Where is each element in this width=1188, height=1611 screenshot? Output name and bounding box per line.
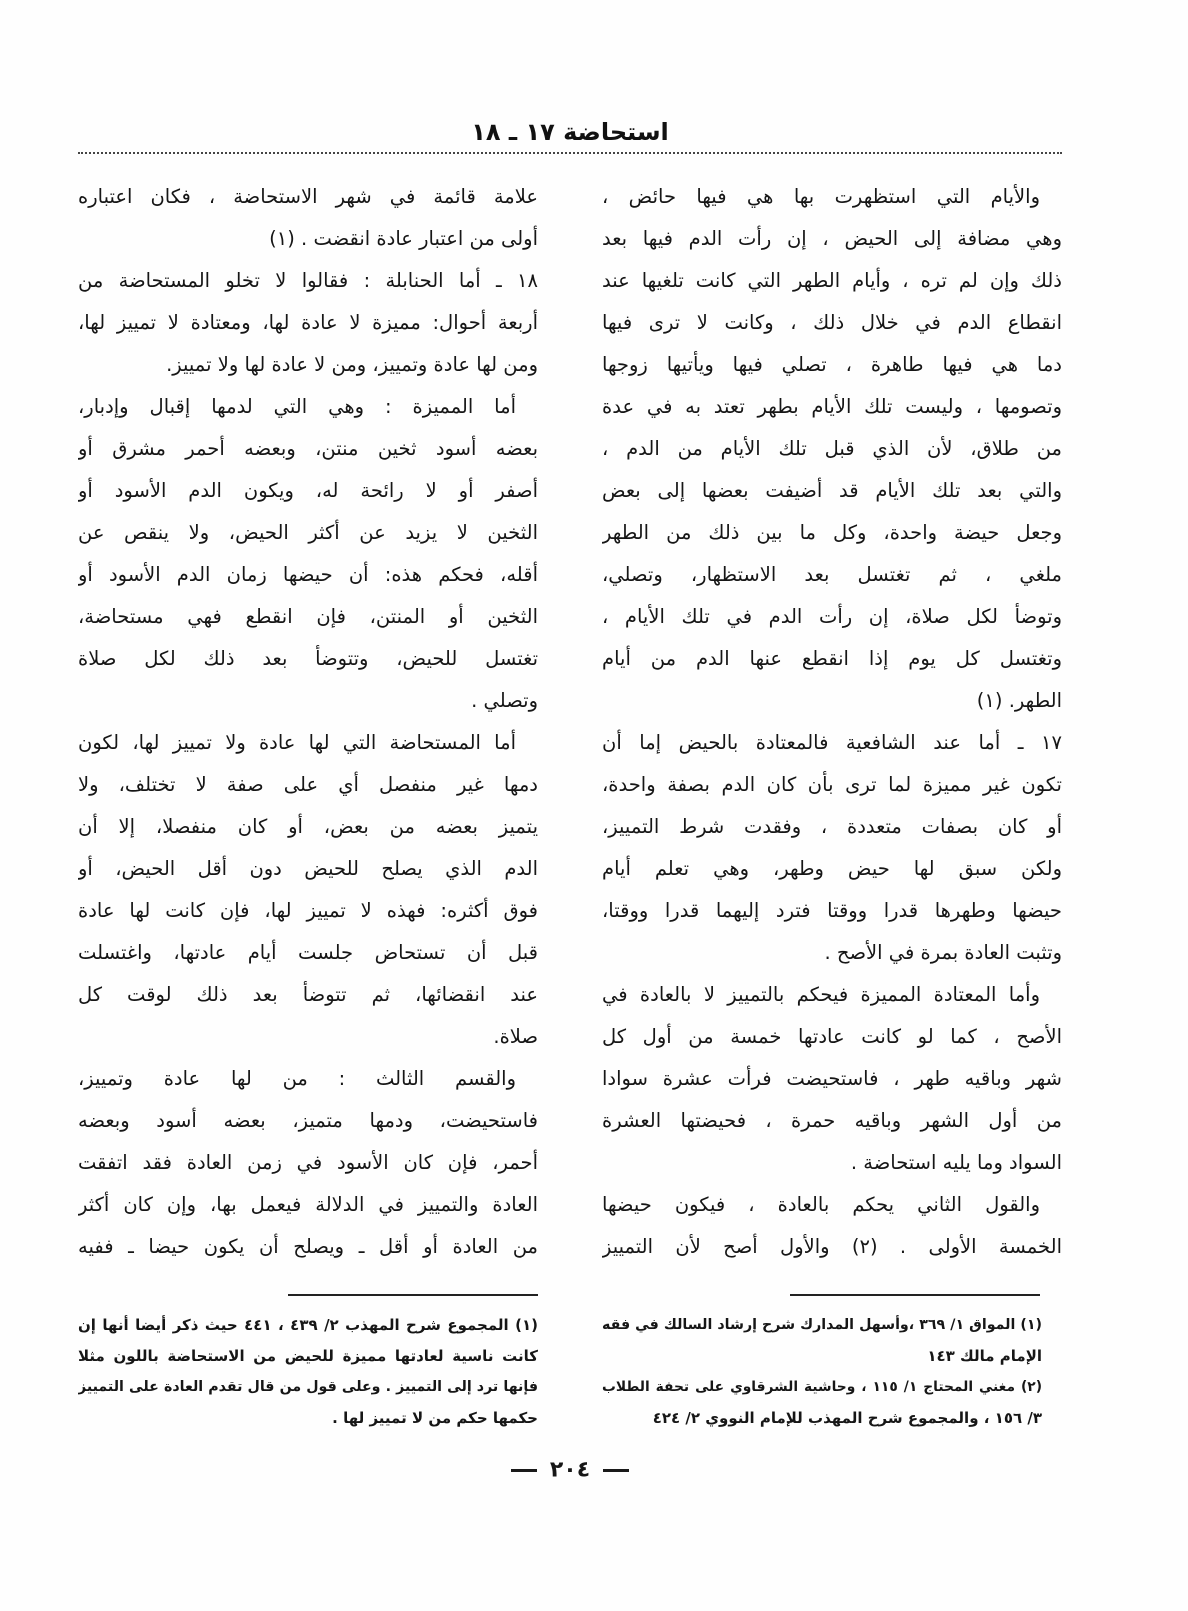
text-line [78, 470, 538, 512]
text-column-right [602, 176, 1062, 1436]
text-line [78, 638, 538, 680]
paragraph [78, 176, 538, 260]
text-line-content: حيضها وطهرها قدرا ووقتا فترد إليهما قدرا ووقتا، [602, 899, 1062, 922]
paragraph [78, 1058, 538, 1268]
text-line [602, 1226, 1062, 1268]
text-line-content: ١٨ ـ أما الحنابلة : فقالوا لا تخلو المستحاضة من [78, 269, 538, 292]
footnote-line-content: ٣/ ١٥٦ ، والمجموع شرح المهذب للإمام النووي ٢/ ٤٢٤ [652, 1409, 1042, 1427]
text-line-content: والأيام التي استظهرت بها هي فيها حائض ، [602, 185, 1040, 208]
footnotes [78, 1310, 538, 1434]
text-line-content: تغتسل للحيض، وتتوضأ بعد ذلك لكل صلاة [78, 647, 538, 670]
footnote-line-content: كانت ناسية لعادتها مميزة للحيض من الاستحاضة باللون مثلا [78, 1347, 538, 1365]
text-line [78, 1142, 538, 1184]
footnote-line-content: الإمام مالك ١٤٣ [927, 1347, 1042, 1365]
text-line-content: أما المستحاضة التي لها عادة ولا تمييز لها، لكون [78, 731, 516, 754]
column-body [602, 176, 1062, 1268]
text-line [602, 638, 1062, 680]
text-line [602, 1184, 1062, 1226]
text-line [602, 470, 1062, 512]
running-head-title: استحاضة ١٧ ـ ١٨ [471, 118, 669, 146]
text-line-content: صلاة. [493, 1025, 538, 1048]
text-line-content: ملغي ، ثم تغتسل بعد الاستظهار، وتصلي، [602, 563, 1062, 586]
text-line-content: من العادة أو أقل ـ ويصلح أن يكون حيضا ـ ففيه [78, 1235, 538, 1258]
footnote-line-content: فإنها ترد إلى التمييز . وعلى قول من قال تقدم العادة على التمييز [78, 1379, 538, 1395]
text-line [78, 1100, 538, 1142]
paragraph [602, 176, 1062, 722]
column-body [78, 176, 538, 1268]
text-line [78, 680, 538, 722]
text-line-content: أولى من اعتبار عادة انقضت . (١) [269, 227, 538, 250]
text-line-content: يتميز بعضه من بعض، أو كان منفصلا، إلا أن [78, 815, 538, 838]
text-line [78, 554, 538, 596]
text-line [602, 260, 1062, 302]
text-line-content: فوق أكثره: فهذه لا تمييز لها، فإن كانت لها عادة [78, 899, 538, 922]
text-line [602, 1142, 1062, 1184]
text-line [78, 764, 538, 806]
numbered-paragraph [602, 722, 1062, 974]
text-line [78, 1058, 538, 1100]
text-line-content: ومن لها عادة وتمييز، ومن لا عادة لها ولا تمييز. [166, 353, 538, 376]
text-line [78, 512, 538, 554]
text-line [602, 722, 1062, 764]
text-line-content: الثخين لا يزيد عن أكثر الحيض، ولا ينقص عن [78, 521, 538, 544]
text-line-content: ذلك وإن لم تره ، وأيام الطهر التي كانت تلغيها عند [602, 269, 1062, 292]
text-line-content: دمها غير منفصل أي على صفة لا تختلف، ولا [78, 773, 538, 796]
text-line [602, 344, 1062, 386]
text-line [602, 512, 1062, 554]
footnote-line [78, 1341, 538, 1372]
text-line-content: عند انقضائها، ثم تتوضأ بعد ذلك لوقت كل [78, 983, 538, 1006]
text-line-content: وتوضأ لكل صلاة، إن رأت الدم في تلك الأيام ، [602, 605, 1062, 628]
text-line-content: العادة والتمييز في الدلالة فيعمل بها، وإن كان أكثر [78, 1193, 538, 1216]
footnote-line [602, 1403, 1042, 1434]
text-line-content: وجعل حيضة واحدة، وكل ما بين ذلك من الطهر [602, 521, 1062, 544]
footnote [602, 1310, 1042, 1372]
footnote-line-content: (٢) مغني المحتاج ١/ ١١٥ ، وحاشية الشرقاوي على تحفة الطلاب [602, 1379, 1042, 1395]
text-line [78, 848, 538, 890]
page-number-dash [603, 1469, 629, 1472]
text-line [78, 176, 538, 218]
footnotes [602, 1310, 1062, 1434]
footnote-line [78, 1403, 538, 1434]
text-line-content: وهي مضافة إلى الحيض ، إن رأت الدم فيها بعد [602, 227, 1062, 250]
text-line-content: الثخين أو المنتن، فإن انقطع فهي مستحاضة، [78, 605, 538, 628]
text-line [78, 932, 538, 974]
footnote-line-content: حكمها حكم من لا تمييز لها . [332, 1409, 538, 1427]
text-line-content: من أول الشهر وباقيه حمرة ، فحيضتها العشرة [602, 1109, 1062, 1132]
paragraph [602, 974, 1062, 1184]
text-line [602, 848, 1062, 890]
numbered-paragraph [78, 260, 538, 386]
footnote-line [78, 1310, 538, 1341]
text-line [78, 218, 538, 260]
text-line [602, 302, 1062, 344]
text-line [602, 1016, 1062, 1058]
footnote-line [602, 1310, 1042, 1341]
text-line [602, 386, 1062, 428]
footnote [602, 1372, 1042, 1434]
text-line-content: شهر وباقيه طهر ، فاستحيضت فرأت عشرة سوادا [602, 1067, 1062, 1090]
page-number-dash [511, 1469, 537, 1472]
text-line-content: أربعة أحوال: مميزة لا عادة لها، ومعتادة لا تمييز لها، [78, 311, 538, 334]
footnote-line [602, 1341, 1042, 1372]
text-line-content: وأما المعتادة المميزة فيحكم بالتمييز لا بالعادة في [602, 983, 1040, 1006]
text-line-content: وتصومها ، وليست تلك الأيام بطهر تعتد به في عدة [602, 395, 1062, 418]
text-line-content: وتثبت العادة بمرة في الأصح . [824, 941, 1062, 964]
text-line-content: تكون غير مميزة لما ترى بأن كان الدم بصفة واحدة، [602, 773, 1062, 796]
paragraph [78, 386, 538, 722]
text-line [78, 1226, 538, 1268]
footnote-line [78, 1372, 538, 1403]
page-number-value: ٢٠٤ [549, 1457, 591, 1483]
footnote-line-content: (١) المجموع شرح المهذب ٢/ ٤٣٩ ، ٤٤١ حيث ذكر أيضا أنها إن [78, 1316, 538, 1334]
text-line [602, 890, 1062, 932]
text-line-content: أما المميزة : وهي التي لدمها إقبال وإدبار، [78, 395, 516, 418]
text-line-content: الطهر. (١) [976, 689, 1062, 712]
text-line [602, 176, 1062, 218]
text-line [602, 428, 1062, 470]
text-line [602, 806, 1062, 848]
text-line [602, 1100, 1062, 1142]
text-line-content: انقطاع الدم في خلال ذلك ، وكانت لا ترى فيها [602, 311, 1062, 334]
text-line-content: وتصلي . [471, 689, 538, 712]
text-line-content: من طلاق، لأن الذي قبل تلك الأيام من الدم ، [602, 437, 1062, 460]
text-line [602, 764, 1062, 806]
text-line [602, 596, 1062, 638]
text-line [78, 1016, 538, 1058]
paragraph [78, 722, 538, 1058]
text-line-content: علامة قائمة في شهر الاستحاضة ، فكان اعتباره [78, 185, 538, 208]
text-line-content: الخمسة الأولى . (٢) والأول أصح لأن التمييز [602, 1235, 1062, 1258]
text-line-content: أصفر أو لا رائحة له، ويكون الدم الأسود أو [78, 479, 538, 502]
text-line-content: والقول الثاني يحكم بالعادة ، فيكون حيضها [602, 1193, 1040, 1216]
text-line-content: وتغتسل كل يوم إذا انقطع عنها الدم من أيام [602, 647, 1062, 670]
text-line [78, 302, 538, 344]
text-column-left [78, 176, 538, 1436]
text-line [78, 722, 538, 764]
text-line [78, 344, 538, 386]
text-line [78, 428, 538, 470]
text-line-content: دما هي فيها طاهرة ، تصلي فيها ويأتيها زوجها [602, 353, 1062, 376]
text-line-content: والقسم الثالث : من لها عادة وتمييز، [78, 1067, 516, 1090]
text-line [78, 974, 538, 1016]
footnote-line [602, 1372, 1042, 1403]
text-line [602, 554, 1062, 596]
text-line-content: بعضه أسود ثخين منتن، وبعضه أحمر مشرق أو [78, 437, 538, 460]
text-line [78, 1184, 538, 1226]
text-line-content: الدم الذي يصلح للحيض دون أقل الحيض، أو [78, 857, 538, 880]
text-line [602, 932, 1062, 974]
text-line-content: فاستحيضت، ودمها متميز، بعضه أسود وبعضه [78, 1109, 538, 1132]
footnote [78, 1310, 538, 1434]
text-line-content: أو كان بصفات متعددة ، وفقدت شرط التمييز، [602, 815, 1062, 838]
text-line-content: أقله، فحكم هذه: أن حيضها زمان الدم الأسود أو [78, 563, 538, 586]
text-line-content: والتي بعد تلك الأيام قد أضيفت بعضها إلى بعض [602, 479, 1062, 502]
text-line [602, 1058, 1062, 1100]
text-line-content: ولكن سبق لها حيض وطهر، وهي تعلم أيام [602, 857, 1062, 880]
text-line [78, 806, 538, 848]
text-line-content: قبل أن تستحاض جلست أيام عادتها، واغتسلت [78, 941, 538, 964]
text-line-content: الأصح ، كما لو كانت عادتها خمسة من أول كل [602, 1025, 1062, 1048]
text-line [78, 890, 538, 932]
footnote-line-content: (١) المواق ١/ ٣٦٩ ،وأسهل المدارك شرح إرشاد السالك في فقه [602, 1317, 1042, 1333]
page-number [78, 1452, 1062, 1488]
text-line-content: أحمر، فإن كان الأسود في زمن العادة فقد اتفقت [78, 1151, 538, 1174]
text-line [78, 386, 538, 428]
text-line [78, 260, 538, 302]
running-head [78, 112, 1062, 154]
text-line [602, 680, 1062, 722]
footnote-separator [288, 1294, 538, 1296]
text-line [602, 974, 1062, 1016]
text-line [78, 596, 538, 638]
footnote-separator [790, 1294, 1040, 1296]
text-line-content: السواد وما يليه استحاضة . [850, 1151, 1062, 1174]
columns [78, 176, 1062, 1436]
text-line [602, 218, 1062, 260]
text-line-content: ١٧ ـ أما عند الشافعية فالمعتادة بالحيض إما أن [602, 731, 1062, 754]
paragraph [602, 1184, 1062, 1268]
